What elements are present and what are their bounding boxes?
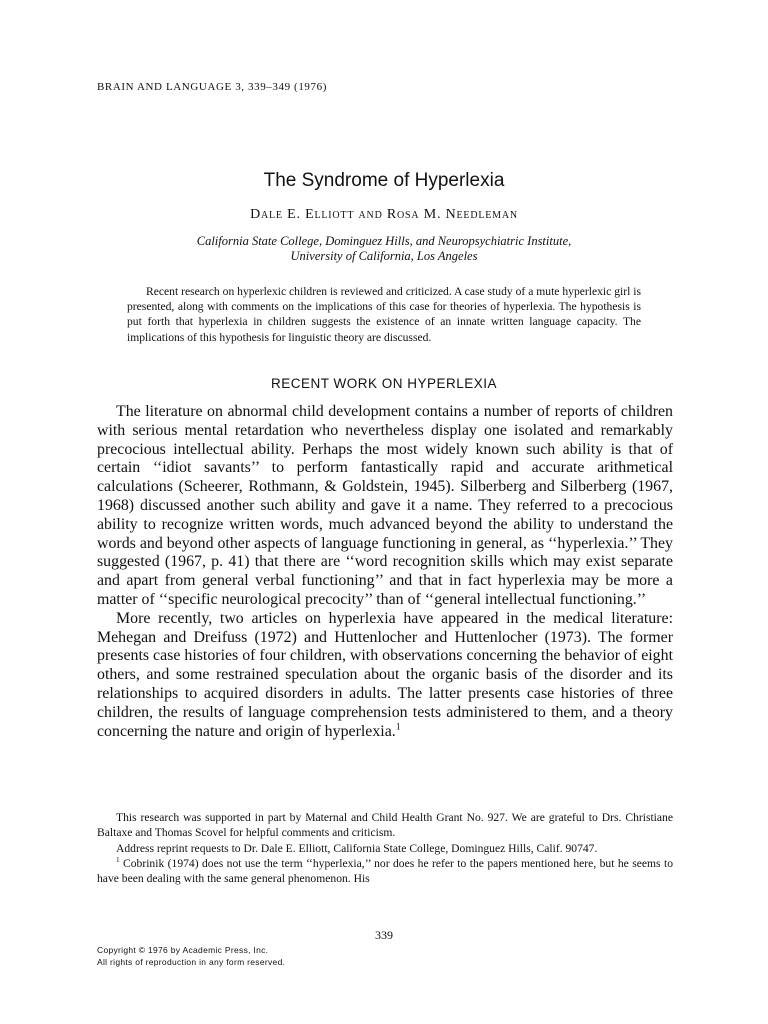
footnote-1-marker: 1 [116, 856, 120, 865]
funding-note: This research was supported in part by Maternal and Child Health Grant No. 927. We are grateful to Drs. Christiane Baltaxe and Thomas Scovel for helpful comments and criticism. [97, 811, 673, 840]
body-paragraph-2 [97, 610, 673, 742]
footnote-marker: 1 [395, 721, 401, 733]
page-number: 339 [375, 928, 393, 942]
copyright-line-1: Copyright © 1976 by Academic Press, Inc. [97, 945, 269, 955]
section-heading: RECENT WORK ON HYPERLEXIA [270, 376, 498, 391]
body-text [97, 403, 673, 741]
affiliation [0, 234, 768, 264]
affiliation-line-2: University of California, Los Angeles [290, 249, 478, 263]
reprint-note: Address reprint requests to Dr. Dale E. Elliott, California State College, Dominguez Hills, Calif. 90747. [116, 841, 598, 855]
article-title: The Syndrome of Hyperlexia [263, 170, 505, 191]
author-line: Dale E. Elliott and Rosa M. Needleman [250, 207, 518, 222]
abstract: Recent research on hyperlexic children is reviewed and criticized. A case study of a mute hyperlexic girl is presented, along with comments on the implications of this case for theories of hyperlexia. The hypothesis is put forth that hyperlexia in children suggests the existence of an innate written language capacity. The implications of this hypothesis for linguistic theory are discussed. [127, 285, 641, 344]
affiliation-line-1: California State College, Dominguez Hills, and Neuropsychiatric Institute, [196, 234, 572, 248]
footnote-1-text: Cobrinik (1974) does not use the term ‘‘hyperlexia,’’ nor does he refer to the papers mentioned here, but he seems to have been dealing with the same general phenomenon. His [97, 856, 673, 886]
footnote-1 [97, 856, 673, 887]
copyright-notice [97, 944, 285, 968]
journal-citation: BRAIN AND LANGUAGE 3, 339–349 (1976) [97, 81, 327, 93]
body-paragraph-2-text: More recently, two articles on hyperlexia have appeared in the medical literature: Mehegan and Dreifuss (1972) and Huttenlocher and Huttenlocher (1973). The former presents case histories of four children, with observations concerning the behavior of eight others, and some restrained speculation about the organic basis of the disorder and its relationships to acquired disorders in adults. The latter presents case histories of three children, the results of language comprehension tests administered to them, and a theory concerning the nature and origin of hyperlexia. [97, 609, 673, 740]
footnotes [97, 810, 673, 886]
body-paragraph-1: The literature on abnormal child development contains a number of reports of children with serious mental retardation who nevertheless display one isolated and remarkably precocious intellectual ability. Perhaps the most widely known such ability is that of certain ‘‘idiot savants’’ to perform fantastically rapid and accurate arithmetical calculations (Scheerer, Rothmann, & Goldstein, 1945). Silberberg and Silberberg (1967, 1968) discussed another such ability and gave it a name. They referred to a precocious ability to recognize written words, much advanced beyond the ability to understand the words and beyond other aspects of language functioning in general, as ‘‘hyperlexia.’’ They suggested (1967, p. 41) that there are ‘‘word recognition skills which may exist separate and apart from general verbal functioning’’ and that in fact hyperlexia may be more a matter of ‘‘specific neurological precocity’’ than of ‘‘general intellectual functioning.’’ [97, 403, 673, 608]
copyright-line-2: All rights of reproduction in any form reserved. [97, 957, 286, 967]
